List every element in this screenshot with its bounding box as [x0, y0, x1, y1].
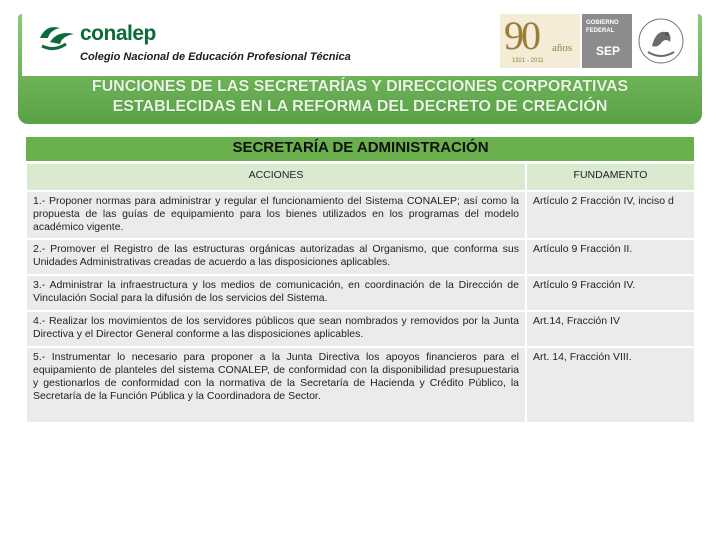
table-row — [26, 239, 695, 275]
mexico-seal-icon — [636, 16, 686, 66]
gobierno-federal-badge — [582, 14, 632, 68]
accion-cell: 4.- Realizar los movimientos de los servidores públicos que sean nombrados y removidos por la Junta Directiva y el Director General conforme a las disposiciones aplicables. — [26, 311, 526, 347]
fundamento-cell: Art. 14, Fracción VIII. — [526, 347, 695, 423]
ninety-anos: años — [552, 42, 573, 54]
accion-cell: 1.- Proponer normas para administrar y regular el funcionamiento del Sistema CONALEP; así como la propuesta de las guías de equipamiento para los bienes utilizados en los programas del modelo académico vigente. — [26, 191, 526, 239]
fundamento-cell: Art.14, Fracción IV — [526, 311, 695, 347]
accion-cell: 3.- Administrar la infraestructura y los medios de comunicación, en coordinación de la Dirección de Vinculación Social para la difusión de los servicios del Sistema. — [26, 275, 526, 311]
accion-cell: 2.- Promover el Registro de las estructuras orgánicas autorizadas al Organismo, que conforma sus Unidades Administrativas creadas de acuerdo a las disposiciones aplicables. — [26, 239, 526, 275]
column-header-acciones: ACCIONES — [26, 163, 526, 191]
sep-label: SEP — [596, 44, 621, 58]
page-title — [22, 77, 698, 117]
logo-subtitle: Colegio Nacional de Educación Profesional Técnica — [80, 51, 351, 63]
conalep-logo-icon — [36, 22, 78, 52]
fundamento-cell: Artículo 2 Fracción IV, inciso d — [526, 191, 695, 239]
fundamento-cell: Artículo 9 Fracción II. — [526, 239, 695, 275]
table-row — [26, 191, 695, 239]
logo-wordmark: conalep — [80, 22, 156, 45]
functions-table — [25, 162, 696, 424]
page-title-line-1: FUNCIONES DE LAS SECRETARÍAS Y DIRECCIONES CORPORATIVAS — [91, 78, 629, 95]
table-row — [26, 311, 695, 347]
fundamento-cell: Artículo 9 Fracción IV. — [526, 275, 695, 311]
conalep-logo — [36, 20, 376, 66]
section-title: SECRETARÍA DE ADMINISTRACIÓN — [232, 139, 489, 156]
ninety-number: 90 — [504, 13, 538, 58]
ninety-years-logo — [500, 14, 580, 68]
accion-cell: 5.- Instrumentar lo necesario para proponer a la Junta Directiva los apoyos financieros para el equipamiento de planteles del sistema CONALEP, de conformidad con la disponibilidad presupuestaria y gestionarlos de conformidad con la normativa de la Secretaría de Hacienda y Crédito Público, la Secretaría de la Función Pública y la Coordinadora de Sector. — [26, 347, 526, 423]
table-row — [26, 275, 695, 311]
column-header-fundamento: FUNDAMENTO — [526, 163, 695, 191]
page-title-line-2: ESTABLECIDAS EN LA REFORMA DEL DECRETO DE CREACIÓN — [112, 98, 608, 115]
table-header-row — [26, 163, 695, 191]
table-row — [26, 347, 695, 423]
government-logos — [500, 14, 686, 68]
section-header-bar — [25, 137, 694, 161]
ninety-years-range: 1921 - 2011 — [512, 58, 544, 64]
gobierno-federal-label: GOBIERNO FEDERAL — [586, 20, 619, 34]
